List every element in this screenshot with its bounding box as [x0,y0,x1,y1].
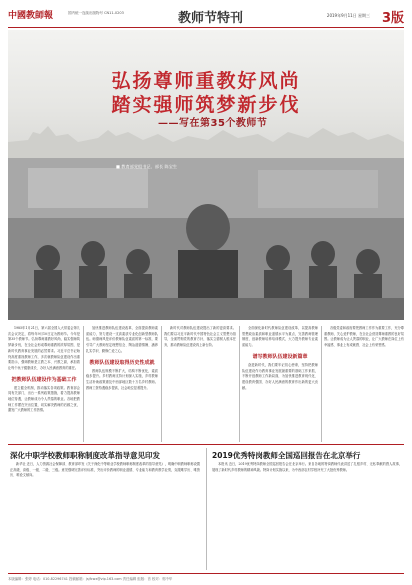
article-column-5 [324,326,404,442]
lead-photo [8,158,404,320]
paragraph: 各级党委和政府要把教师工作作为重要工作，充分尊重教师，关心爱护教师，在全社会营造尊师重教的良好氛围。让教师成为让人羡慕的职业，让广大教师在岗位上有幸福感、事业上有成就感、社会上有荣誉感。 [324,326,404,348]
bottom-left-headline: 深化中职学校教师职称制度改革指导意见印发 [10,451,160,460]
subheading: 教师队伍建设取得历史性成就 [89,359,155,366]
paragraph: 建立健全机制，推动落实各项政策。教育部会同有关部门，出台一系列政策措施，着力提高教师地位待遇，让教师成为令人羡慕的职业。各地把教师工作摆在突出位置，切实解决教师的后顾之忧，激发广大教师的工作热情。 [8,385,80,413]
photo-caption: ■ 教育部党组书记、部长 陈宝生 [116,164,178,169]
column-divider [83,326,84,442]
bottom-right-headline: 2019优秀特岗教师全国巡回报告在北京举行 [212,451,361,460]
section-divider [8,444,404,445]
bottom-left-article [10,462,200,570]
subheading: 把教师队伍建设作为基础工作 [11,376,77,383]
column-divider [239,326,240,442]
section-title: 教师节特刊 [178,11,244,26]
masthead [8,4,404,28]
sub-headline: ——写在第35个教师节 [158,118,268,129]
paragraph: 本报讯 近日，2019优秀特岗教师全国巡回报告会在北京举行。来自各地的特岗教师代表讲述了扎根乡村、无私奉献的感人故事，展现了新时代乡村教师的精神风貌。特岗计划实施以来，为中西部农村学校补充了大批优秀教师。 [212,462,402,472]
paragraph: 新时代对教师队伍建设提出了新的更高要求。我们要以习近平新时代中国特色社会主义思想为指导，全面贯彻党的教育方针，落实立德树人根本任务，推动教师队伍建设再上新台阶。 [164,326,236,348]
page-number: 3版 [381,11,404,26]
article-column-4 [242,326,318,442]
issue-date: 2019年9月11日 星期三 [326,13,370,18]
paragraph: 教师队伍规模不断扩大，结构不断优化，素质稳步提升。乡村教师支持计划深入实施，乡村教师生活补助政策惠及中西部地区数十万名乡村教师。教师工资待遇稳步提高，社会地位显著提升。 [86,368,158,390]
newspaper-logo: 中國教師報 [8,11,54,21]
paragraph: 新华社 近日，人力资源社会保障部、教育部印发《关于深化中等职业学校教师职称制度改革的指导意见》，明确中职教师职称设置正高级、高级、一级、二级、三级。意见强调完善评价标准，突出评价教师的职业道德、专业能力和教育教学业绩，克服唯学历、唯资历、唯论文倾向。 [10,462,200,478]
subheading: 谱写教师队伍建设新篇章 [252,353,308,360]
page-footer: 本版编辑：张婷 电话：010-82296741 投稿邮箱：jsjfcwz@vip.163.com 责任编辑 组版：首 校对：郭中华 [8,573,404,581]
column-divider [321,326,322,442]
bottom-right-article [212,462,402,570]
paragraph: 加快推进教师队伍建设改革，全面提高教师素质能力，努力建设一支高素质专业化创新型教师队伍。师德师风是评价教师队伍素质的第一标准，要引导广大教师坚定理想信念、陶冶道德情操、涵养扎实学识、勤修仁爱之心。 [86,326,158,353]
classroom-photo-graphic [8,158,404,320]
publication-meta: 国内统一连续出版物号 CN11-0203 [68,11,124,15]
main-headline-line1: 弘扬尊师重教好风尚 [111,70,301,92]
paragraph: 1985年1月21日，第六届全国人大常委会第九次会议决定，将每年9月10日定为教师节。今年是第35个教师节。弘扬尊师重教好风尚，踏实强师筑梦新步伐，在全社会形成尊师重教的浓厚氛围，是新时代教育事业发展的必然要求。习近平总书记始终高度重视教师工作，多次就教师队伍建设作出重要指示，强调教师是立教之本、兴教之源，承担着让每个孩子健康成长、办好人民满意教育的重任。 [8,326,80,370]
column-divider [161,326,162,442]
article-column-3 [164,326,236,442]
paragraph: 奋进新时代，我们要牢记初心使命，坚持把教师队伍建设作为教育事业发展最重要的基础工作来抓，不断开创教师工作新局面，为加快推进教育现代化、建设教育强国、办好人民满意的教育作出新的更大贡献。 [242,362,318,390]
article-column-2 [86,326,158,442]
paragraph: 全面深化新时代教师队伍建设改革，以提高教师思想政治素质和职业道德水平为重点，完善教师管理制度，创新教师培养培训模式，大力提升教师专业素质能力。 [242,326,318,348]
column-divider [206,448,207,570]
main-headline-line2: 踏实强师筑梦新步伐 [111,94,301,116]
headline-banner [8,30,404,158]
